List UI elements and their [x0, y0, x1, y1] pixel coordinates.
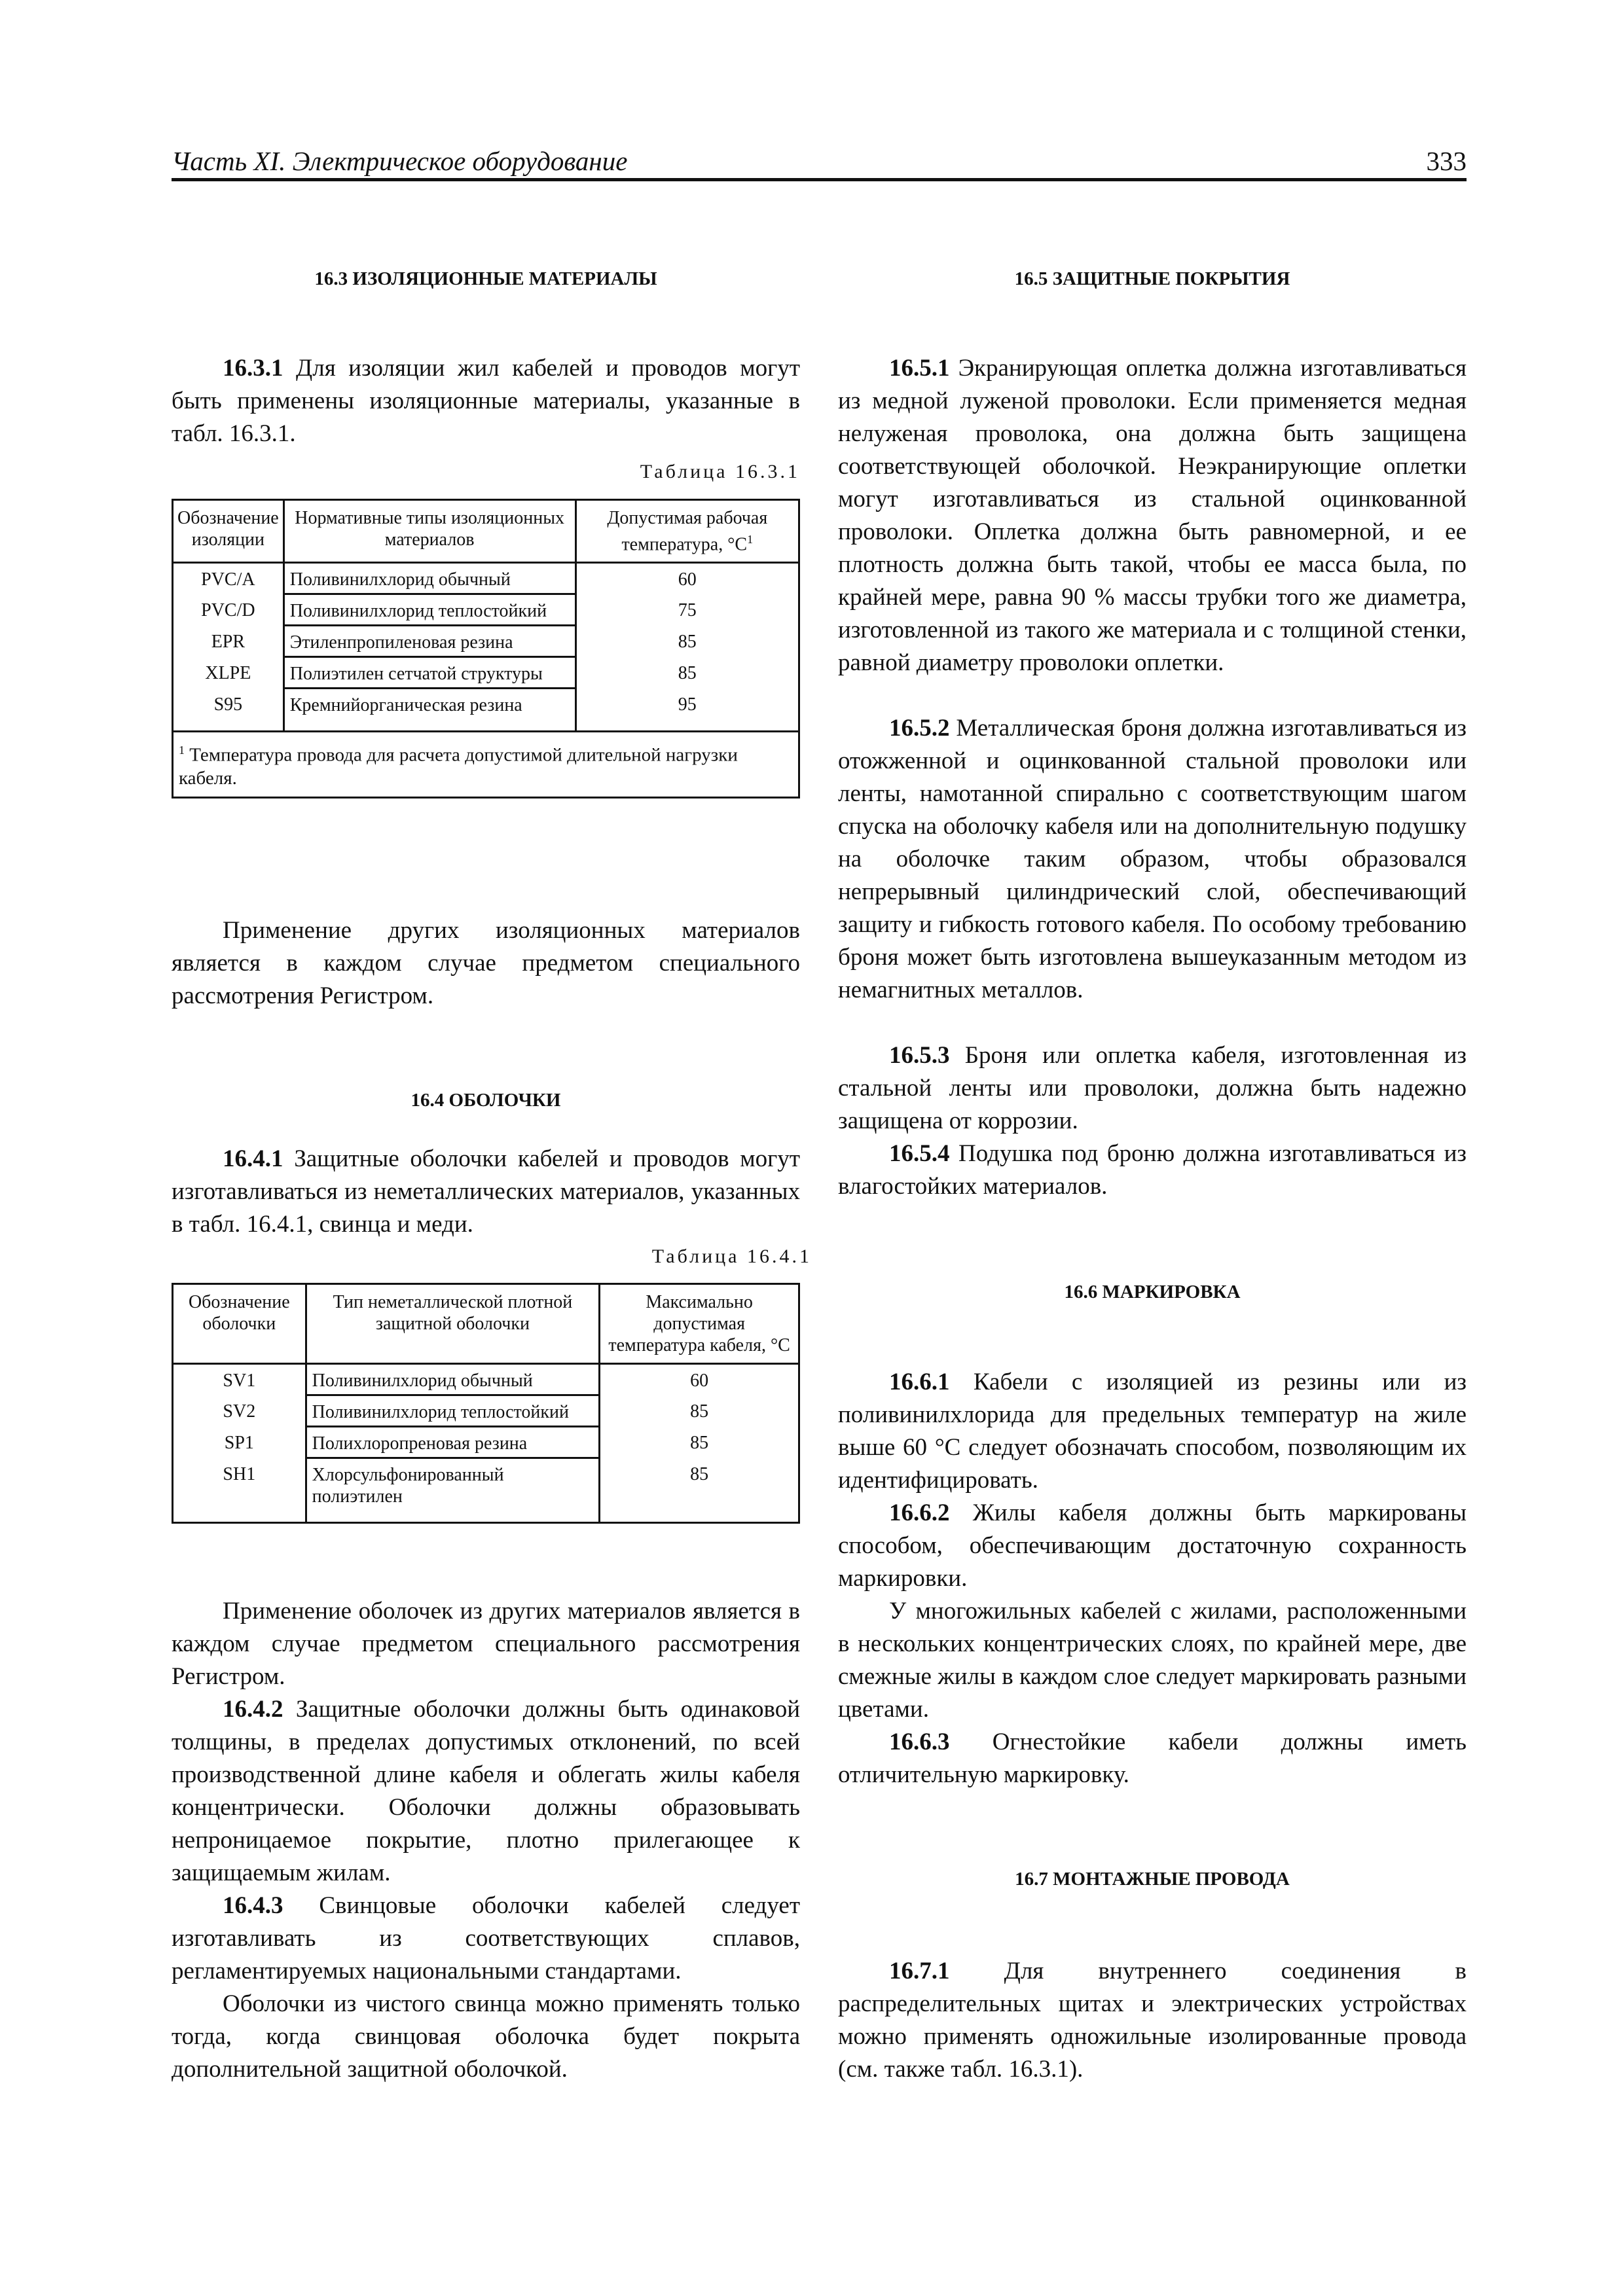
- header-rule: [172, 178, 1467, 181]
- table-row: [173, 1458, 799, 1523]
- clause-number: 16.6.3: [889, 1729, 950, 1755]
- paragraph-16-4-2: [172, 1693, 800, 1890]
- clause-number: 16.6.2: [889, 1499, 950, 1526]
- table-16-3-1: [172, 499, 800, 798]
- clause-number: 16.7.1: [889, 1958, 950, 1984]
- section-title-16-6: 16.6 МАРКИРОВКА: [1064, 1282, 1241, 1302]
- table-row: [173, 626, 799, 657]
- table-cell: Полихлоропреновая резина: [306, 1427, 600, 1458]
- paragraph-text: Защитные оболочки должны быть одинаковой толщины, в пределах допустимых отклонений, по всей производственной длине кабеля и облегать жилы кабеля концентрически. Оболочки должны образовывать непроницаемое покрытие, плотно прилегающее к защищаемым жилам.: [172, 1696, 800, 1886]
- clause-number: 16.4.1: [223, 1145, 283, 1172]
- table-caption-16-3-1: Таблица 16.3.1: [640, 461, 800, 482]
- table-header-cell: Обозначение оболочки: [173, 1284, 306, 1364]
- table-cell: Поливинилхлорид теплостойкий: [306, 1395, 600, 1427]
- page-header: [172, 145, 1467, 182]
- table-cell: SV2: [173, 1395, 306, 1427]
- clause-number: 16.5.2: [889, 715, 950, 742]
- paragraph-text: Кабели с изоляцией из резины или из поливинилхлорида для предельных температур на жиле выше 60 °C следует обозначать способом, позволяющим их идентифицировать.: [838, 1369, 1467, 1494]
- table-header-cell: Нормативные типы изоляционных материалов: [283, 500, 575, 563]
- table-cell: PVC/A: [173, 563, 284, 594]
- paragraph-multicore: У многожильных кабелей с жилами, расположенными в нескольких концентрических слоях, по крайней мере, две смежные жилы в каждом слое следует маркировать разными цветами.: [838, 1598, 1467, 1723]
- paragraph-16-6-3: [838, 1726, 1467, 1791]
- paragraph-16-5-2: [838, 712, 1467, 1007]
- table-cell: Хлорсульфонированный полиэтилен: [306, 1458, 600, 1523]
- table-row: [173, 594, 799, 626]
- section-title-16-5: 16.5 ЗАЩИТНЫЕ ПОКРЫТИЯ: [1014, 268, 1290, 289]
- table-16-4-1: [172, 1283, 800, 1524]
- paragraph-lead-sheath: Оболочки из чистого свинца можно применять только тогда, когда свинцовая оболочка будет покрыта дополнительной защитной оболочкой.: [172, 1990, 800, 2083]
- clause-number: 16.4.2: [223, 1696, 283, 1723]
- table-cell: 60: [600, 1364, 799, 1395]
- paragraph-16-5-1: [838, 352, 1467, 679]
- paragraph-16-5-4: [838, 1138, 1467, 1203]
- table-cell: 85: [575, 657, 799, 689]
- table-cell: Этиленпропиленовая резина: [283, 626, 575, 657]
- table-header-cell: Допустимая рабочая температура, $^\circ C^1$: [575, 500, 799, 563]
- table-cell: PVC/D: [173, 594, 284, 626]
- table-row: [173, 1427, 799, 1458]
- table-row: [173, 657, 799, 689]
- paragraph-text: Броня или оплетка кабеля, изготовленная из стальной ленты или проволоки, должна быть надежно защищена от коррозии.: [838, 1042, 1467, 1134]
- table-note-row: [173, 732, 799, 798]
- table-header-cell: Обозначение изоляции: [173, 500, 284, 563]
- table-header-cell: Максимально допустимая температура кабеля, °C: [600, 1284, 799, 1364]
- table-cell: 85: [600, 1458, 799, 1523]
- table-cell: SH1: [173, 1458, 306, 1523]
- table-cell: Поливинилхлорид теплостойкий: [283, 594, 575, 626]
- table-cell: Поливинилхлорид обычный: [283, 563, 575, 594]
- paragraph-text: Экранирующая оплетка должна изготавливаться из медной луженой проволоки. Если применяется медная нелуженая проволока, она должна быть защищена соответствующей оболочкой. Неэкранирующие оплетки могут изготавливаться из стальной оцинкованной проволоки. Оплетка должна быть равномерной, и ее плотность должна быть такой, чтобы ее масса была, по крайней мере, равна 90 % массы трубки того же диаметра, изготовленной из такого же материала и с толщиной стенки, равной диаметру проволоки оплетки.: [838, 355, 1467, 676]
- table-cell: 60: [575, 563, 799, 594]
- table-cell: 95: [575, 689, 799, 732]
- paragraph-16-6-1: [838, 1366, 1467, 1497]
- table-cell: 85: [600, 1427, 799, 1458]
- clause-number: 16.3.1: [223, 355, 283, 382]
- paragraph-text: Для внутреннего соединения в распределительных щитах и электрических устройствах можно применять одножильные изолированные провода (см. также табл. 16.3.1).: [838, 1958, 1467, 2083]
- table-header-row: [173, 1284, 799, 1364]
- table-cell: SP1: [173, 1427, 306, 1458]
- paragraph-16-3-1: [172, 352, 800, 450]
- section-title-16-4: 16.4 ОБОЛОЧКИ: [410, 1090, 561, 1111]
- paragraph-16-4-3: [172, 1890, 800, 1988]
- paragraph-16-4-1: [172, 1143, 800, 1241]
- section-title-16-7: 16.7 МОНТАЖНЫЕ ПРОВОДА: [1015, 1869, 1290, 1890]
- table-cell: Кремнийорганическая резина: [283, 689, 575, 732]
- table-cell: Полиэтилен сетчатой структуры: [283, 657, 575, 689]
- table-caption-16-4-1: Таблица 16.4.1: [651, 1246, 812, 1267]
- page-number: 333: [1426, 146, 1467, 176]
- table-cell: 85: [575, 626, 799, 657]
- table-row: [173, 563, 799, 594]
- paragraph-text: Для изоляции жил кабелей и проводов могут быть применены изоляционные материалы, указанные в табл. 16.3.1.: [172, 355, 800, 447]
- paragraph-other-insulation: Применение других изоляционных материалов является в каждом случае предметом специального рассмотрения Регистром.: [172, 917, 800, 1009]
- clause-number: 16.5.3: [889, 1042, 950, 1069]
- paragraph-text: Свинцовые оболочки кабелей следует изготавливать из соответствующих сплавов, регламентируемых национальными стандартами.: [172, 1892, 800, 1984]
- paragraph-text: Огнестойкие кабели должны иметь отличительную маркировку.: [838, 1729, 1467, 1788]
- table-cell: SV1: [173, 1364, 306, 1395]
- table-cell: EPR: [173, 626, 284, 657]
- paragraph-16-7-1: [838, 1955, 1467, 2086]
- table-cell: S95: [173, 689, 284, 732]
- table-row: [173, 1395, 799, 1427]
- clause-number: 16.5.4: [889, 1140, 950, 1167]
- clause-number: 16.6.1: [889, 1369, 950, 1395]
- paragraph-text: Подушка под броню должна изготавливаться из влагостойких материалов.: [838, 1140, 1467, 1200]
- table-cell: 85: [600, 1395, 799, 1427]
- table-header-row: [173, 500, 799, 563]
- section-title-16-3: 16.3 ИЗОЛЯЦИОННЫЕ МАТЕРИАЛЫ: [314, 268, 657, 289]
- paragraph-other-sheath: Применение оболочек из других материалов является в каждом случае предметом специального рассмотрения Регистром.: [172, 1598, 800, 1690]
- table-cell: 75: [575, 594, 799, 626]
- table-header-cell: Тип неметаллической плотной защитной оболочки: [306, 1284, 600, 1364]
- paragraph-text: Металлическая броня должна изготавливаться из отожженной и оцинкованной стальной проволоки или ленты, намотанной спирально с соответствующим шагом спуска на оболочку кабеля или на дополнительную подушку на оболочке таким образом, чтобы образовался непрерывный цилиндрический слой, обеспечивающий защиту и гибкость готового кабеля. По особому требованию броня может быть изготовлена вышеуказанным методом из немагнитных металлов.: [838, 715, 1467, 1003]
- table-row: [173, 1364, 799, 1395]
- header-title: Часть XI. Электрическое оборудование: [172, 146, 628, 176]
- clause-number: 16.4.3: [223, 1892, 283, 1919]
- table-cell: Поливинилхлорид обычный: [306, 1364, 600, 1395]
- table-footnote: $^1$ Температура провода для расчета допустимой длительной нагрузки кабеля.: [173, 732, 799, 798]
- paragraph-text: Жилы кабеля должны быть маркированы способом, обеспечивающим достаточную сохранность маркировки.: [838, 1499, 1467, 1592]
- table-row: [173, 689, 799, 732]
- paragraph-16-5-3: [838, 1039, 1467, 1138]
- paragraph-16-6-2: [838, 1497, 1467, 1595]
- clause-number: 16.5.1: [889, 355, 950, 382]
- paragraph-text: Защитные оболочки кабелей и проводов могут изготавливаться из неметаллических материалов, указанных в табл. 16.4.1, свинца и меди.: [172, 1145, 800, 1238]
- table-cell: XLPE: [173, 657, 284, 689]
